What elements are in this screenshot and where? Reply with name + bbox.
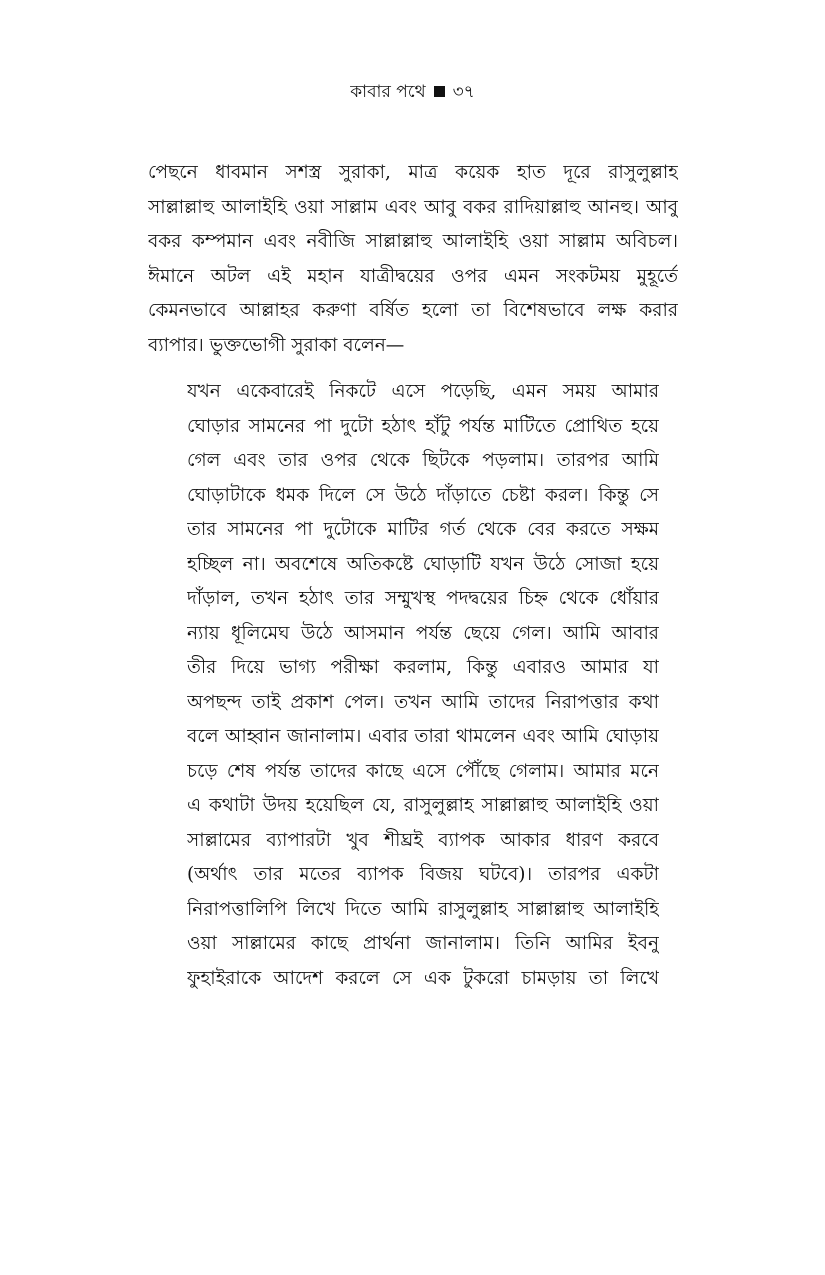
quote-line: ন্যায় ধূলিমেঘ উঠে আসমান পর্যন্ত ছেয়ে গেল। আমি আবার <box>187 622 659 644</box>
quote-line: ঘোড়ার সামনের পা দুটো হঠাৎ হাঁটু পর্যন্ত মাটিতে প্রোথিত হয়ে <box>187 415 659 437</box>
text-line: কেমনভাবে আল্লাহর করুণা বর্ষিত হলো তা বিশেষভাবে লক্ষ করার <box>148 300 678 321</box>
quote-line: সাল্লামের ব্যাপারটা খুব শীঘ্রই ব্যাপক আকার ধারণ করবে <box>187 829 659 851</box>
quote-line: নিরাপত্তালিপি লিখে দিতে আমি রাসুলুল্লাহ সাল্লাল্লাহু আলাইহি <box>187 898 659 920</box>
quote-line: দাঁড়াল, তখন হঠাৎ তার সম্মুখস্থ পদদ্বয়ের চিহ্ন থেকে ধোঁয়ার <box>187 588 659 609</box>
quote-line: ফুহাইরাকে আদেশ করলে সে এক টুকরো চামড়ায় তা লিখে <box>187 967 659 989</box>
quote-line: ওয়া সাল্লামের কাছে প্রার্থনা জানালাম। তিনি আমির ইবনু <box>187 933 659 954</box>
quote-line: (অর্থাৎ তার মতের ব্যাপক বিজয় ঘটবে)। তারপর একটা <box>187 864 659 885</box>
running-head-title: কাবার পথে <box>350 82 426 102</box>
quote-line: তীর দিয়ে ভাগ্য পরীক্ষা করলাম, কিন্তু এবারও আমার যা <box>187 657 659 678</box>
quote-line: তার সামনের পা দুটোকে মাটির গর্ত থেকে বের করতে সক্ষম <box>187 519 659 540</box>
block-quote <box>187 375 659 996</box>
quote-line: এ কথাটা উদয় হয়েছিল যে, রাসুলুল্লাহ সাল্লাল্লাহু আলাইহি ওয়া <box>187 795 659 816</box>
quote-line: চড়ে শেষ পর্যন্ত তাদের কাছে এসে পৌঁছে গেলাম। আমার মনে <box>187 760 659 782</box>
quote-line: হচ্ছিল না। অবশেষে অতিকষ্টে ঘোড়াটি যখন উঠে সোজা হয়ে <box>187 553 659 575</box>
text-line: পেছনে ধাবমান সশস্ত্র সুরাকা, মাত্র কয়েক হাত দূরে রাসুলুল্লাহ <box>148 162 678 183</box>
intro-paragraph <box>148 156 678 363</box>
quote-line: অপছন্দ তাই প্রকাশ পেল। তখন আমি তাদের নিরাপত্তার কথা <box>187 691 659 713</box>
text-line: ঈমানে অটল এই মহান যাত্রীদ্বয়ের ওপর এমন সংকটময় মুহূর্তে <box>148 265 678 287</box>
quote-line: বলে আহ্বান জানালাম। এবার তারা থামলেন এবং আমি ঘোড়ায় <box>187 726 659 747</box>
text-line: সাল্লাল্লাহু আলাইহি ওয়া সাল্লাম এবং আবু বকর রাদিয়াল্লাহু আনহু। আবু <box>148 196 678 218</box>
quote-line: গেল এবং তার ওপর থেকে ছিটকে পড়লাম। তারপর আমি <box>187 450 659 471</box>
running-head <box>0 80 825 104</box>
square-bullet-icon <box>434 86 445 97</box>
quote-line: যখন একেবারেই নিকটে এসে পড়েছি, এমন সময় আমার <box>187 381 659 402</box>
page-number: ৩৭ <box>452 82 475 102</box>
text-line: বকর কম্পমান এবং নবীজি সাল্লাল্লাহু আলাইহি ওয়া সাল্লাম অবিচল। <box>148 231 678 252</box>
text-line: ব্যাপার। ভুক্তভোগী সুরাকা বলেন— <box>148 334 405 356</box>
quote-line: ঘোড়াটাকে ধমক দিলে সে উঠে দাঁড়াতে চেষ্টা করল। কিন্তু সে <box>187 484 659 506</box>
